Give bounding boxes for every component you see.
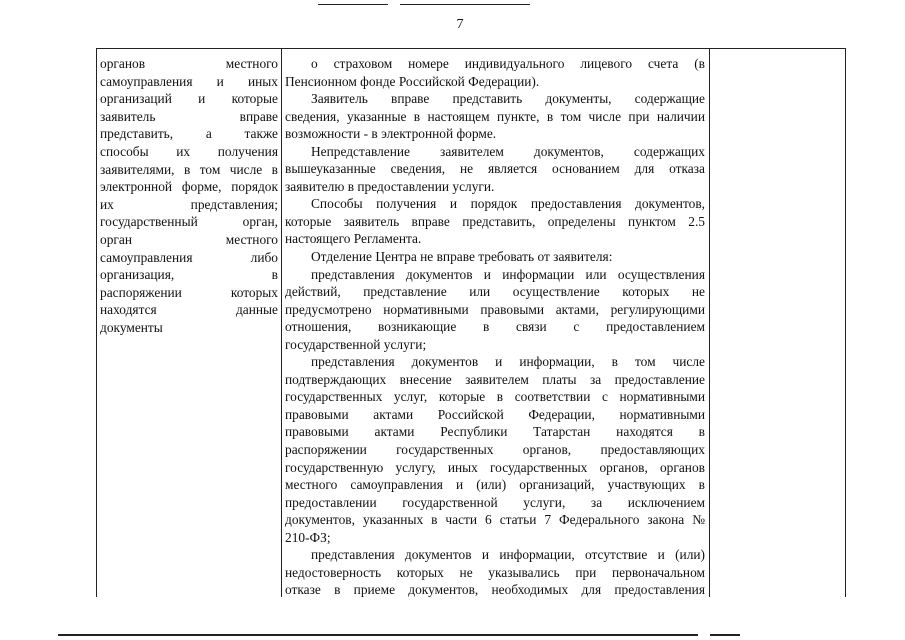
right-line: Непредставление заявителем документов, содержащих — [311, 143, 705, 159]
right-line: государственную услугу, иных государственных органов, органов — [285, 459, 705, 475]
right-line: Отделение Центра не вправе требовать от заявителя: — [311, 249, 613, 265]
left-line: органов местного — [100, 56, 278, 71]
right-line: которые заявитель вправе представить, определены пунктом 2.5 — [285, 213, 705, 229]
right-line: настоящего Регламента. — [285, 231, 422, 247]
left-line: находятся данные — [100, 302, 278, 318]
scan-artifact-bottom-right — [710, 634, 740, 636]
right-line: Способы получения и порядок предоставления документов, — [311, 196, 705, 212]
right-line: правовыми актами Российской Федерации, нормативными — [285, 406, 705, 422]
left-line: документы — [100, 319, 163, 335]
right-line: предусмотрено нормативными правовыми актами, регулирующими — [285, 301, 705, 317]
right-line: представления документов и информации, в том числе — [311, 354, 705, 370]
right-line: местного самоуправления и (или) организаций, участвующих в — [285, 477, 705, 493]
left-line: государственный орган, — [100, 214, 278, 230]
right-line: представления документов и информации, отсутствие и (или) — [311, 547, 705, 563]
column-divider-1 — [281, 49, 282, 597]
scan-artifact-bottom — [58, 634, 698, 636]
right-line: документов, указанных в части 6 статьи 7 Федерального закона № — [285, 512, 705, 528]
scan-artifact-top-left — [318, 4, 388, 5]
left-line: организация, в — [100, 267, 278, 283]
scan-artifact-top-right — [400, 4, 530, 5]
left-line: заявитель вправе — [100, 108, 278, 124]
left-line: орган местного — [100, 231, 278, 247]
right-line: сведения, указанные в настоящем пункте, в том числе при наличии — [285, 108, 705, 124]
right-column-text — [285, 55, 705, 599]
right-line: отношения, возникающие в связи с предоставлением — [285, 319, 705, 335]
right-line: возможности - в электронной форме. — [285, 126, 497, 142]
left-line: представить, а также — [100, 126, 278, 142]
right-line: подтверждающих внесение заявителем платы за предоставление — [285, 371, 705, 387]
column-divider-2 — [709, 49, 710, 597]
right-line: о страховом номере индивидуального лицевого счета (в — [311, 56, 705, 71]
left-line: организаций и которые — [100, 91, 278, 107]
right-line: заявителю в предоставлении услуги. — [285, 178, 495, 194]
left-line: распоряжении которых — [100, 284, 278, 300]
right-line: правовыми актами Республики Татарстан находятся в — [285, 424, 705, 440]
left-column-text — [100, 55, 278, 337]
page-number: 7 — [456, 17, 464, 32]
left-line: электронной форме, порядок — [100, 179, 278, 195]
right-line: действий, представление или осуществление которых не — [285, 284, 705, 300]
right-line: распоряжении государственных органов, предоставляющих — [285, 442, 705, 458]
right-line: государственной услуги; — [285, 336, 427, 352]
left-line: самоуправления либо — [100, 249, 278, 265]
right-line: 210-ФЗ; — [285, 529, 331, 545]
right-line: представления документов и информации или осуществления — [311, 266, 705, 282]
right-line: недостоверность которых не указывались при первоначальном — [285, 564, 705, 580]
left-line: их представления; — [100, 196, 278, 212]
left-line: заявителями, в том числе в — [100, 161, 278, 177]
right-line: государственных услуг, которые в соответствии с нормативными — [285, 389, 705, 405]
left-line: способы их получения — [100, 143, 278, 159]
right-line: вышеуказанные сведения, не является основанием для отказа — [285, 161, 705, 177]
right-line: отказе в приеме документов, необходимых для предоставления — [285, 582, 705, 598]
right-line: Пенсионном фонде Российской Федерации). — [285, 73, 540, 89]
left-line: самоуправления и иных — [100, 73, 278, 89]
right-line: Заявитель вправе представить документы, содержащие — [311, 91, 705, 107]
right-line: предоставлении государственной услуги, за исключением — [285, 494, 705, 510]
document-table — [96, 48, 846, 597]
